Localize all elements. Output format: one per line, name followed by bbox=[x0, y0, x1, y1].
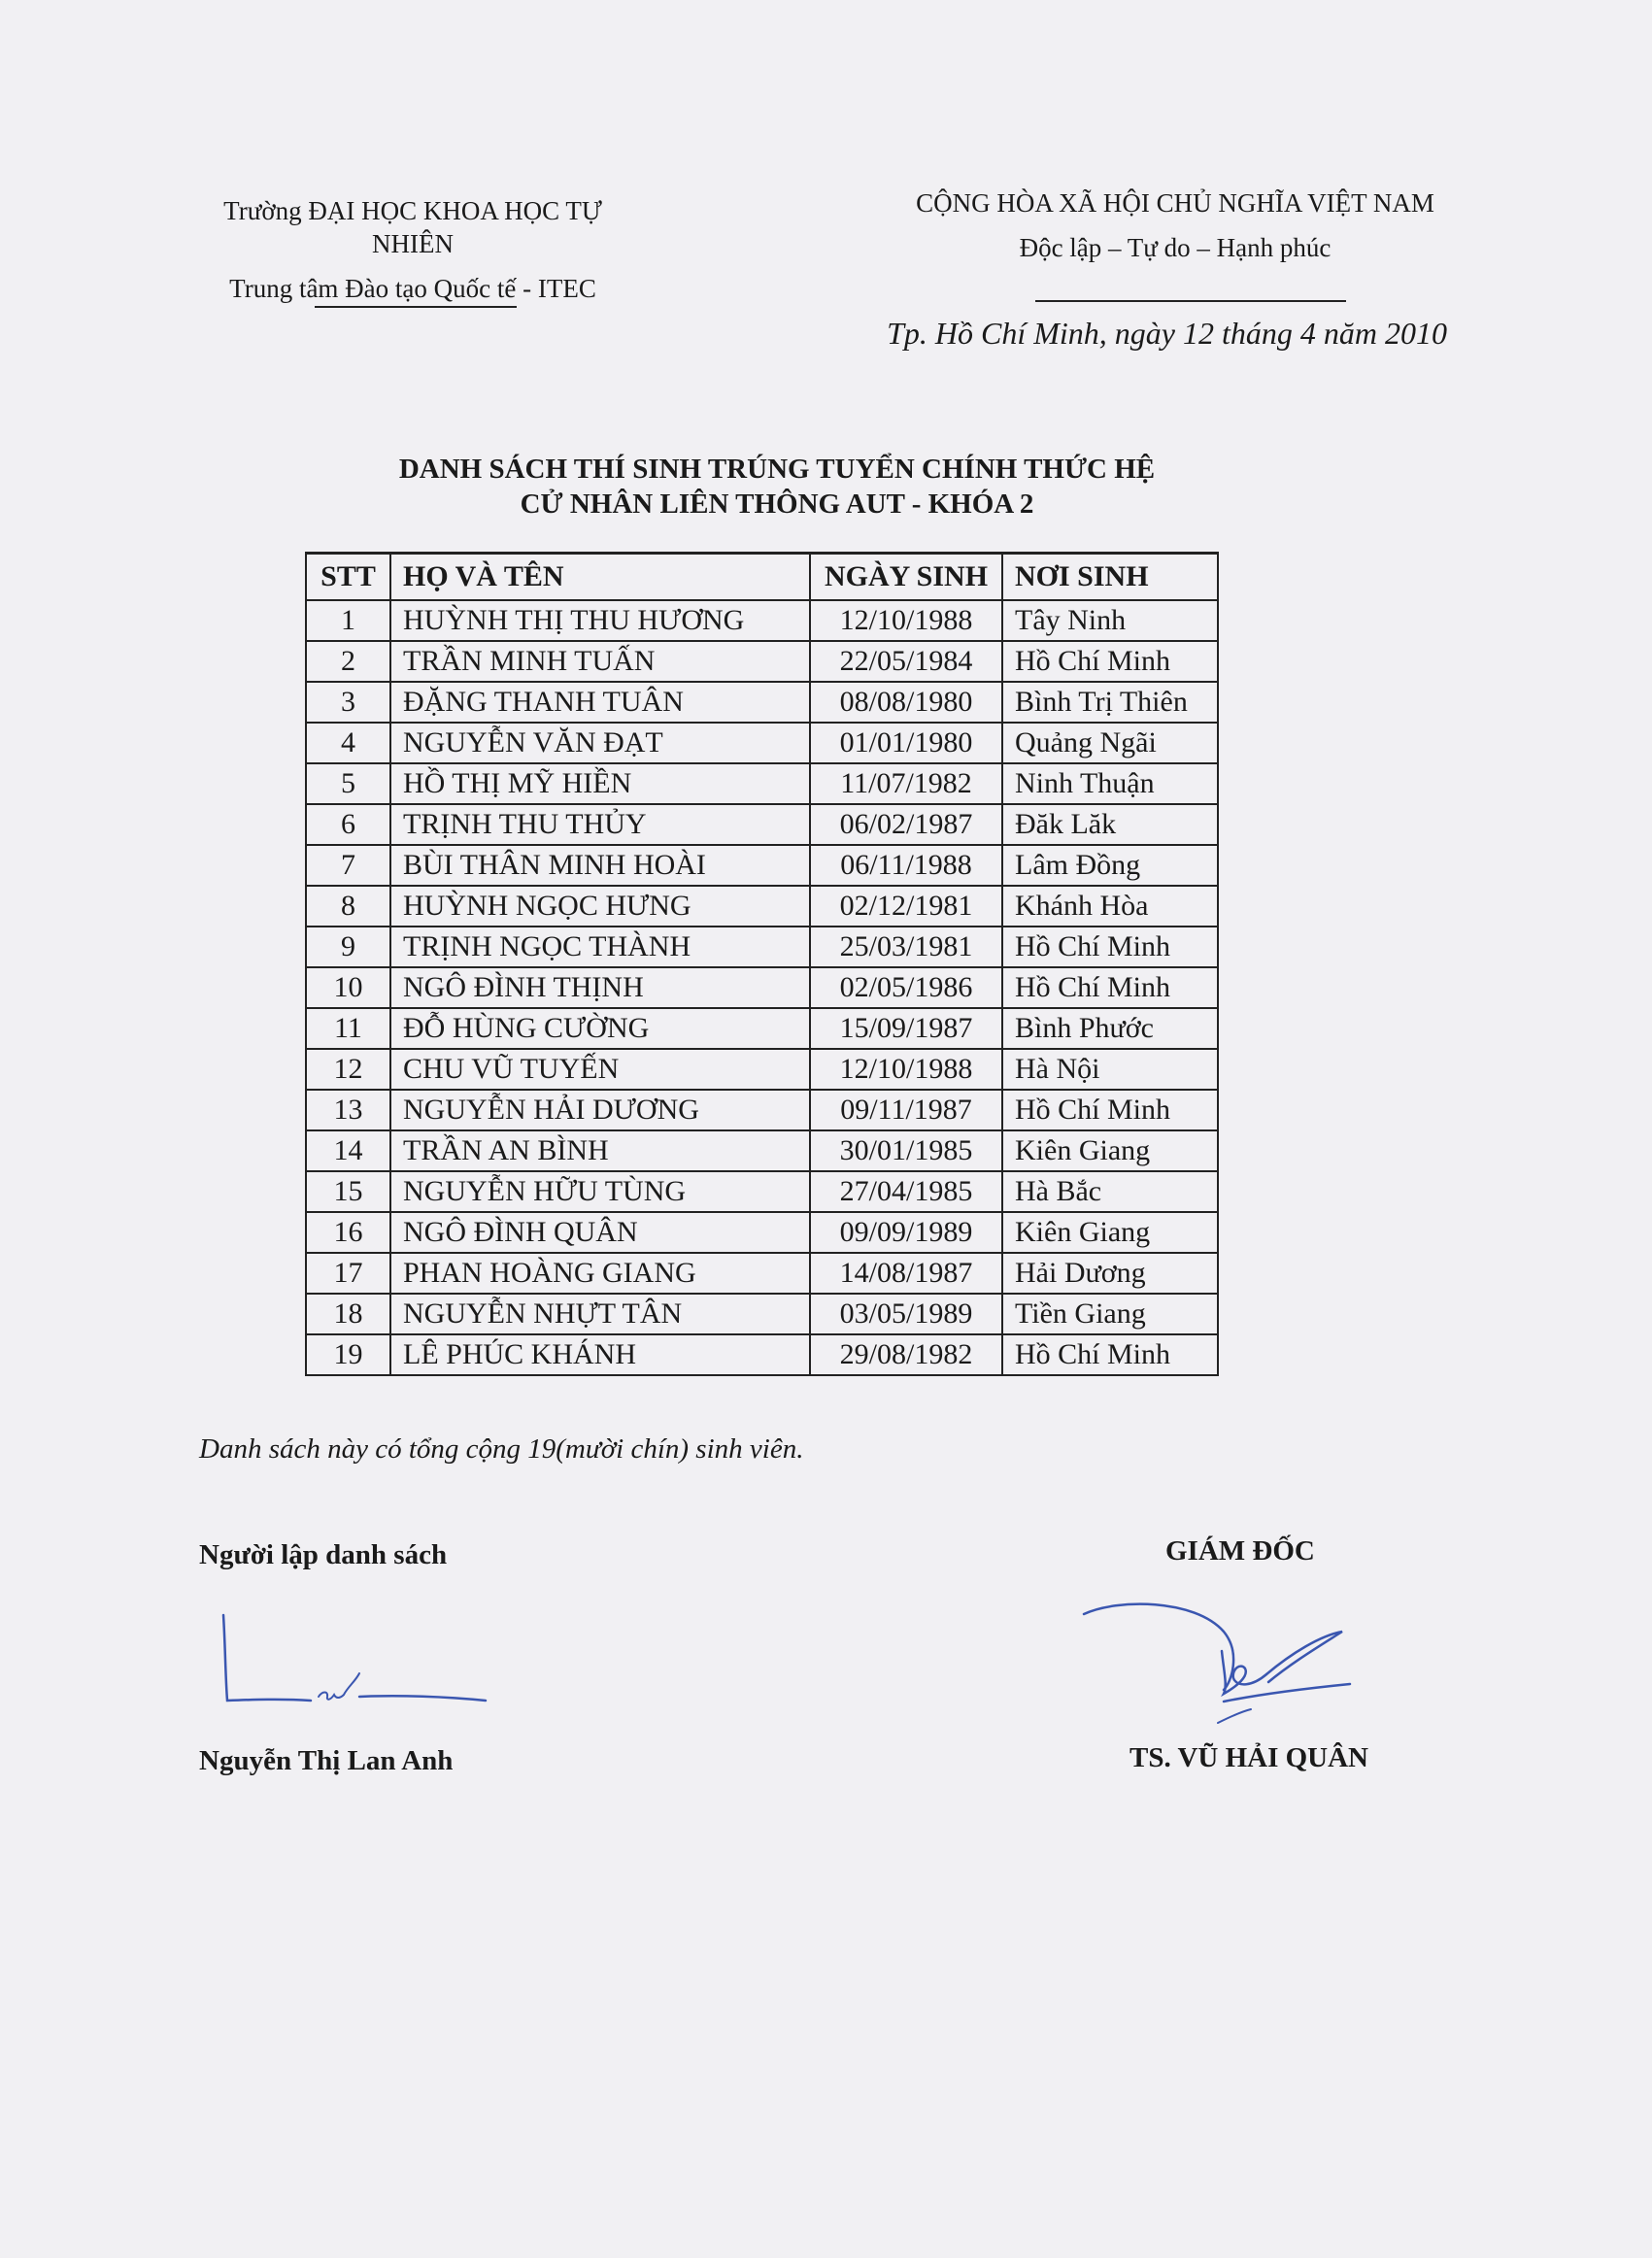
right-header-rule bbox=[1035, 300, 1346, 302]
table-row bbox=[306, 723, 1218, 763]
table-row bbox=[306, 1090, 1218, 1130]
cell-stt: 2 bbox=[306, 641, 390, 682]
cell-name: TRỊNH THU THỦY bbox=[390, 804, 810, 845]
table-row bbox=[306, 1253, 1218, 1294]
cell-name: NGÔ ĐÌNH QUÂN bbox=[390, 1212, 810, 1253]
table-row bbox=[306, 886, 1218, 927]
cell-birthplace: Tiền Giang bbox=[1002, 1294, 1218, 1334]
cell-stt: 18 bbox=[306, 1294, 390, 1334]
preparer-title: Người lập danh sách bbox=[199, 1539, 448, 1570]
cell-birthdate: 02/12/1981 bbox=[810, 886, 1002, 927]
table-row bbox=[306, 927, 1218, 967]
cell-birthplace: Kiên Giang bbox=[1002, 1130, 1218, 1171]
table-row bbox=[306, 763, 1218, 804]
cell-birthdate: 30/01/1985 bbox=[810, 1130, 1002, 1171]
nation-motto: Độc lập – Tự do – Hạnh phúc bbox=[1019, 233, 1332, 262]
cell-birthdate: 03/05/1989 bbox=[810, 1294, 1002, 1334]
cell-stt: 19 bbox=[306, 1334, 390, 1375]
cell-birthdate: 12/10/1988 bbox=[810, 1049, 1002, 1090]
cell-name: NGUYỄN NHỰT TÂN bbox=[390, 1294, 810, 1334]
cell-name: HỒ THỊ MỸ HIỀN bbox=[390, 763, 810, 804]
cell-name: NGUYỄN HẢI DƯƠNG bbox=[390, 1090, 810, 1130]
total-note: Danh sách này có tổng cộng 19(mười chín) sinh viên. bbox=[199, 1433, 804, 1465]
director-title: GIÁM ĐỐC bbox=[1165, 1535, 1315, 1567]
cell-birthplace: Hồ Chí Minh bbox=[1002, 641, 1218, 682]
university-name: Trường ĐẠI HỌC KHOA HỌC TỰ NHIÊN bbox=[223, 196, 602, 258]
cell-stt: 9 bbox=[306, 927, 390, 967]
cell-birthplace: Hà Bắc bbox=[1002, 1171, 1218, 1212]
column-header-birthplace: NƠI SINH bbox=[1002, 554, 1218, 600]
cell-birthdate: 15/09/1987 bbox=[810, 1008, 1002, 1049]
cell-name: PHAN HOÀNG GIANG bbox=[390, 1253, 810, 1294]
preparer-signature bbox=[214, 1607, 495, 1714]
table-row bbox=[306, 845, 1218, 886]
cell-stt: 11 bbox=[306, 1008, 390, 1049]
cell-stt: 13 bbox=[306, 1090, 390, 1130]
cell-birthplace: Đăk Lăk bbox=[1002, 804, 1218, 845]
cell-birthdate: 22/05/1984 bbox=[810, 641, 1002, 682]
table-row bbox=[306, 1334, 1218, 1375]
cell-stt: 1 bbox=[306, 600, 390, 641]
cell-birthplace: Quảng Ngãi bbox=[1002, 723, 1218, 763]
table-row bbox=[306, 1294, 1218, 1334]
cell-birthdate: 02/05/1986 bbox=[810, 967, 1002, 1008]
cell-stt: 3 bbox=[306, 682, 390, 723]
cell-birthplace: Hà Nội bbox=[1002, 1049, 1218, 1090]
cell-birthdate: 12/10/1988 bbox=[810, 600, 1002, 641]
title-line-1: DANH SÁCH THÍ SINH TRÚNG TUYỂN CHÍNH THỨC HỆ bbox=[398, 454, 1156, 485]
organization-header bbox=[185, 194, 641, 305]
cell-birthplace: Khánh Hòa bbox=[1002, 886, 1218, 927]
cell-birthplace: Tây Ninh bbox=[1002, 600, 1218, 641]
table-row bbox=[306, 1212, 1218, 1253]
cell-name: ĐẶNG THANH TUÂN bbox=[390, 682, 810, 723]
cell-birthplace: Hồ Chí Minh bbox=[1002, 1334, 1218, 1375]
cell-birthplace: Hồ Chí Minh bbox=[1002, 967, 1218, 1008]
director-name: TS. VŨ HẢI QUÂN bbox=[1129, 1742, 1369, 1773]
cell-birthdate: 29/08/1982 bbox=[810, 1334, 1002, 1375]
cell-stt: 6 bbox=[306, 804, 390, 845]
cell-stt: 12 bbox=[306, 1049, 390, 1090]
table-row bbox=[306, 1008, 1218, 1049]
table-row bbox=[306, 967, 1218, 1008]
cell-birthdate: 08/08/1980 bbox=[810, 682, 1002, 723]
nation-header bbox=[903, 186, 1447, 264]
student-table bbox=[305, 552, 1219, 1376]
table-row bbox=[306, 1130, 1218, 1171]
date-line: Tp. Hồ Chí Minh, ngày 12 tháng 4 năm 2010 bbox=[887, 316, 1447, 351]
cell-stt: 8 bbox=[306, 886, 390, 927]
cell-name: NGUYỄN HỮU TÙNG bbox=[390, 1171, 810, 1212]
table-header-row bbox=[306, 554, 1218, 600]
cell-name: HUỲNH NGỌC HƯNG bbox=[390, 886, 810, 927]
cell-name: TRẦN AN BÌNH bbox=[390, 1130, 810, 1171]
column-header-name: HỌ VÀ TÊN bbox=[390, 554, 810, 600]
cell-stt: 17 bbox=[306, 1253, 390, 1294]
cell-stt: 14 bbox=[306, 1130, 390, 1171]
cell-birthdate: 27/04/1985 bbox=[810, 1171, 1002, 1212]
cell-birthdate: 01/01/1980 bbox=[810, 723, 1002, 763]
table-row bbox=[306, 600, 1218, 641]
cell-birthdate: 11/07/1982 bbox=[810, 763, 1002, 804]
cell-stt: 5 bbox=[306, 763, 390, 804]
cell-birthdate: 06/11/1988 bbox=[810, 845, 1002, 886]
table-row bbox=[306, 1171, 1218, 1212]
cell-name: TRẦN MINH TUẤN bbox=[390, 641, 810, 682]
center-name: Trung tâm Đào tạo Quốc tế - ITEC bbox=[229, 274, 596, 303]
table-row bbox=[306, 1049, 1218, 1090]
cell-birthplace: Kiên Giang bbox=[1002, 1212, 1218, 1253]
cell-name: BÙI THÂN MINH HOÀI bbox=[390, 845, 810, 886]
cell-birthplace: Hồ Chí Minh bbox=[1002, 1090, 1218, 1130]
nation-name: CỘNG HÒA XÃ HỘI CHỦ NGHĨA VIỆT NAM bbox=[916, 188, 1434, 218]
document-title bbox=[320, 452, 1233, 522]
cell-name: NGUYỄN VĂN ĐẠT bbox=[390, 723, 810, 763]
cell-stt: 7 bbox=[306, 845, 390, 886]
cell-birthdate: 06/02/1987 bbox=[810, 804, 1002, 845]
cell-birthplace: Bình Trị Thiên bbox=[1002, 682, 1218, 723]
preparer-name: Nguyễn Thị Lan Anh bbox=[199, 1745, 454, 1776]
cell-birthplace: Lâm Đồng bbox=[1002, 845, 1218, 886]
table-row bbox=[306, 682, 1218, 723]
cell-stt: 4 bbox=[306, 723, 390, 763]
cell-name: TRỊNH NGỌC THÀNH bbox=[390, 927, 810, 967]
cell-birthplace: Ninh Thuận bbox=[1002, 763, 1218, 804]
table-row bbox=[306, 804, 1218, 845]
cell-birthdate: 25/03/1981 bbox=[810, 927, 1002, 967]
cell-name: HUỲNH THỊ THU HƯƠNG bbox=[390, 600, 810, 641]
column-header-stt: STT bbox=[306, 554, 390, 600]
cell-birthdate: 14/08/1987 bbox=[810, 1253, 1002, 1294]
cell-birthdate: 09/11/1987 bbox=[810, 1090, 1002, 1130]
cell-name: LÊ PHÚC KHÁNH bbox=[390, 1334, 810, 1375]
cell-birthplace: Hồ Chí Minh bbox=[1002, 927, 1218, 967]
cell-stt: 16 bbox=[306, 1212, 390, 1253]
column-header-birthdate: NGÀY SINH bbox=[810, 554, 1002, 600]
title-line-2: CỬ NHÂN LIÊN THÔNG AUT - KHÓA 2 bbox=[520, 489, 1034, 520]
cell-name: ĐỖ HÙNG CƯỜNG bbox=[390, 1008, 810, 1049]
director-signature bbox=[1078, 1593, 1369, 1734]
cell-birthdate: 09/09/1989 bbox=[810, 1212, 1002, 1253]
cell-stt: 10 bbox=[306, 967, 390, 1008]
cell-stt: 15 bbox=[306, 1171, 390, 1212]
table-row bbox=[306, 641, 1218, 682]
cell-birthplace: Bình Phước bbox=[1002, 1008, 1218, 1049]
cell-name: NGÔ ĐÌNH THỊNH bbox=[390, 967, 810, 1008]
cell-name: CHU VŨ TUYẾN bbox=[390, 1049, 810, 1090]
left-header-rule bbox=[315, 306, 517, 308]
cell-birthplace: Hải Dương bbox=[1002, 1253, 1218, 1294]
